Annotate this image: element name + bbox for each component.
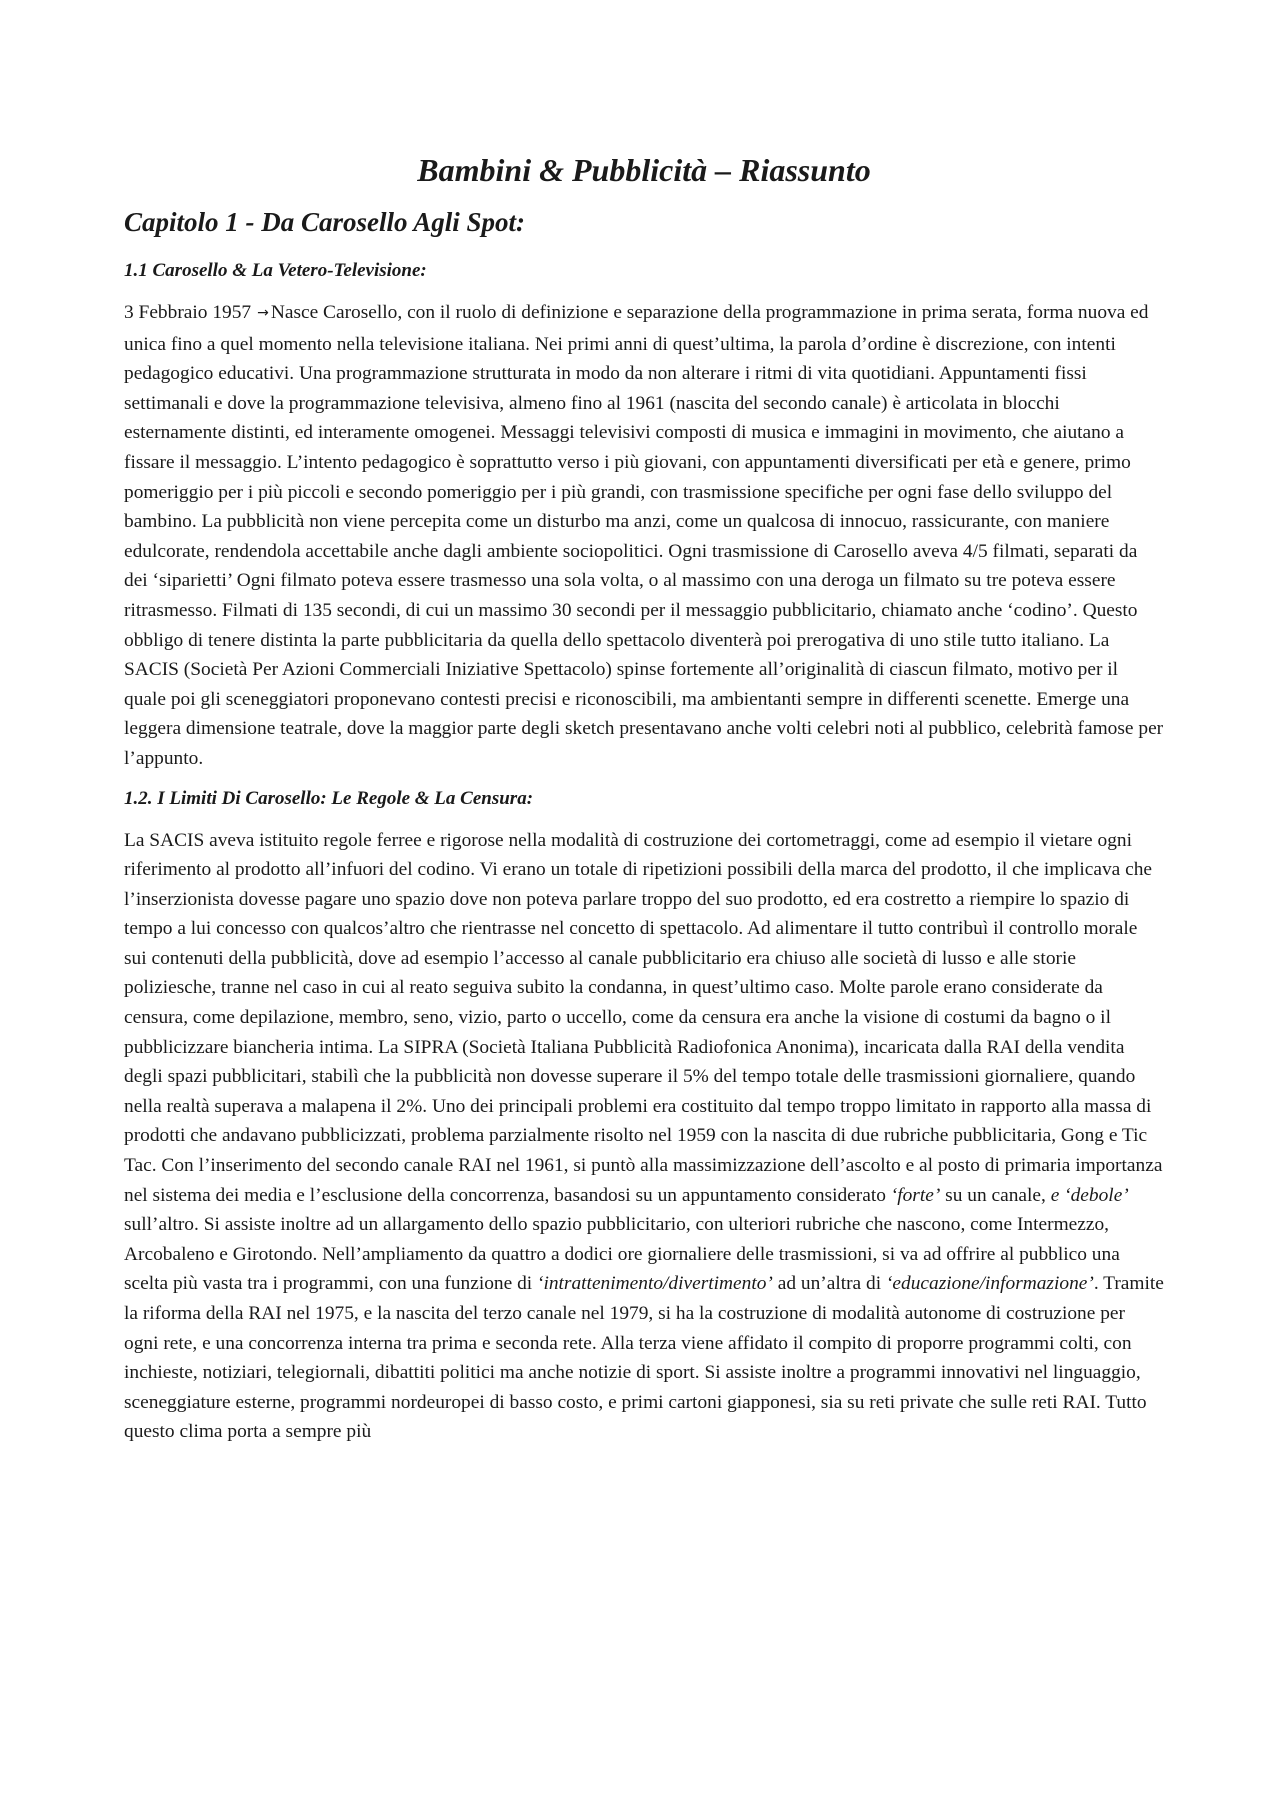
paragraph-text-part-4: ad un’altra di	[772, 1273, 886, 1295]
emphasis-forte: ‘forte’	[890, 1184, 941, 1206]
paragraph-text-part-2: su un canale,	[940, 1184, 1051, 1206]
arrow-right-icon: →	[257, 305, 269, 321]
section-1-1-paragraph	[124, 298, 1164, 774]
section-title-1-1: 1.1 Carosello & La Vetero-Televisione:	[124, 260, 427, 281]
section-1-2-paragraph	[124, 826, 1164, 1447]
emphasis-debole: e ‘debole’	[1050, 1184, 1129, 1206]
section-title-1-2: 1.2. I Limiti Di Carosello: Le Regole & La Censura:	[124, 787, 534, 809]
paragraph-text-part-5: . Tramite la riforma della RAI nel 1975, e la nascita del terzo canale nel 1979, si ha la costruzione di modalità autonome di costruzione per ogni rete, e una concorrenza interna tra prima e seconda rete. Alla terza viene affidato il compito di proporre programmi colti, con inchieste, notiziari, telegiornali, dibattiti politici ma anche notizie di sport. Si assiste inoltre a programmi innovativi nel linguaggio, sceneggiature esterne, programmi nordeuropei di basso costo, e primi cartoni giapponesi, sia su reti private che sulle reti RAI. Tutto questo clima porta a sempre più	[124, 1273, 1164, 1443]
document-title: Bambini & Pubblicità – Riassunto	[417, 152, 871, 188]
chapter-title: Capitolo 1 - Da Carosello Agli Spot:	[124, 207, 526, 237]
paragraph-text: Nasce Carosello, con il ruolo di definizione e separazione della programmazione in prima serata, forma nuova ed unica fino a quel momento nella televisione italiana. Nei primi anni di quest’ultima, la parola d’ordine è discrezione, con intenti pedagogico educativi. Una programmazione strutturata in modo da non alterare i ritmi di vita quotidiani. Appuntamenti fissi settimanali e dove la programmazione televisiva, almeno fino al 1961 (nascita del secondo canale) è articolata in blocchi esternamente distinti, ed interamente omogenei. Messaggi televisivi composti di musica e immagini in movimento, che aiutano a fissare il messaggio. L’intento pedagogico è soprattutto verso i più giovani, con appuntamenti diversificati per età e genere, primo pomeriggio per i più piccoli e secondo pomeriggio per i più grandi, con trasmissione specifiche per ogni fase dello sviluppo del bambino. La pubblicità non viene percepita come un disturbo ma anzi, come un qualcosa di innocuo, rassicurante, con maniere edulcorate, rendendola accettabile anche dagli ambiente sociopolitici. Ogni trasmissione di Carosello aveva 4/5 filmati, separati da dei ‘siparietti’ Ogni filmato poteva essere trasmesso una sola volta, o al massimo con una deroga un filmato su tre poteva essere ritrasmesso. Filmati di 135 secondi, di cui un massimo 30 secondi per il messaggio pubblicitario, chiamato anche ‘codino’. Questo obbligo di tenere distinta la parte pubblicitaria da quella dello spettacolo diventerà poi prerogativa di uno stile tutto italiano. La SACIS (Società Per Azioni Commerciali Iniziative Spettacolo) spinse fortemente all’originalità di ciascun filmato, motivo per il quale poi gli sceneggiatori proponevano contesti precisi e riconoscibili, ma ambientanti sempre in differenti scenette. Emerge una leggera dimensione teatrale, dove la maggior parte degli sketch presentavano anche volti celebri noti al pubblico, celebrità famose per l’appunto.	[124, 302, 1164, 769]
paragraph-text-part-3: sull’altro. Si assiste inoltre ad un allargamento dello spazio pubblicitario, con ulteriori rubriche che nascono, come Intermezzo, Arcobaleno e Girotondo. Nell’ampliamento da quattro a dodici ore giornaliere delle trasmissioni, si va ad offrire al pubblico una scelta più vasta tra i programmi, con una funzione di	[124, 1214, 1120, 1295]
emphasis-intrattenimento: ‘intrattenimento/divertimento’	[537, 1273, 773, 1295]
paragraph-text-part-1: La SACIS aveva istituito regole ferree e rigorose nella modalità di costruzione dei cortometraggi, come ad esempio il vietare ogni riferimento al prodotto all’infuori del codino. Vi erano un totale di ripetizioni possibili della marca del prodotto, il che implicava che l’inserzionista dovesse pagare uno spazio dove non poteva parlare troppo del suo prodotto, ed era costretto a riempire lo spazio di tempo a lui concesso con qualcos’altro che rientrasse nel concetto di spettacolo. Ad alimentare il tutto contribuì il controllo morale sui contenuti della pubblicità, dove ad esempio l’accesso al canale pubblicitario era chiuso alle società di lusso e alle storie poliziesche, tranne nel caso in cui al reato seguiva subito la condanna, in quest’ultimo caso. Molte parole erano considerate da censura, come depilazione, membro, seno, vizio, parto o uccello, come da censura era anche la visione di costumi da bagno o il pubblicizzare biancheria intima. La SIPRA (Società Italiana Pubblicità Radiofonica Anonima), incaricata dalla RAI della vendita degli spazi pubblicitari, stabilì che la pubblicità non dovesse superare il 5% del tempo totale delle trasmissioni giornaliere, quando nella realtà superava a malapena il 2%. Uno dei principali problemi era costituito dal tempo troppo limitato in rapporto alla massa di prodotti che andavano pubblicizzati, problema parzialmente risolto nel 1959 con la nascita di due rubriche pubblicitaria, Gong e Tic Tac. Con l’inserimento del secondo canale RAI nel 1961, si puntò alla massimizzazione dell’ascolto e al posto di primaria importanza nel sistema dei media e l’esclusione della concorrenza, basandosi su un appuntamento considerato	[124, 829, 1163, 1206]
emphasis-educazione: ‘educazione/informazione’	[885, 1273, 1094, 1295]
paragraph-date: 3 Febbraio 1957	[124, 302, 252, 323]
